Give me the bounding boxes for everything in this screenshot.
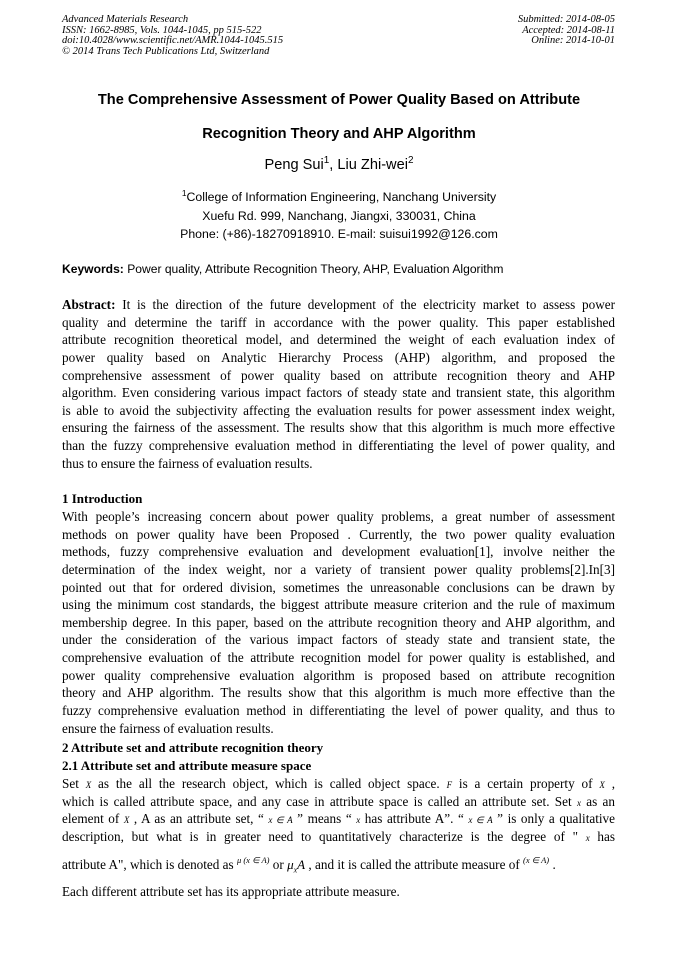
section-1-heading: 1 Introduction <box>62 491 143 506</box>
copyright-line: © 2014 Trans Tech Publications Ltd, Switzerland <box>62 45 270 57</box>
abstract-line: thus to ensure the fairness of evaluation results. <box>62 455 313 471</box>
intro-line: under the consideration of the various impact factors of steady state and transient state, the <box>62 632 615 648</box>
intro-line: methods, fuzzy comprehensive evaluation and development evaluation[1], involve neither the <box>62 544 615 560</box>
intro-line: power quality comprehensive evaluation algorithm is proposed based on attribute recognition <box>62 667 615 683</box>
submitted-date: Submitted: 2014-08-05 <box>517 14 615 25</box>
section-2-1-body <box>62 775 615 846</box>
affiliation <box>40 188 638 244</box>
accepted-date: Accepted: 2014-08-11 <box>522 24 615 36</box>
intro-line: methods on power quality have been Proposed . Currently, the two power quality evaluation <box>62 526 615 542</box>
math-symbol: X <box>123 815 130 826</box>
body-line: element of X , A as an attribute set, “ x ∈ A ” means “ x has attribute A”. “ x ∈ A ” is only a qualitative <box>62 811 616 827</box>
author-separator: , <box>329 157 338 173</box>
intro-line: ensure the fairness of evaluation results. <box>62 720 274 736</box>
author-2-affil-sup: 2 <box>407 155 414 167</box>
issn-line: ISSN: 1662-8985, Vols. 1044-1045, pp 515-522 <box>62 24 262 36</box>
submission-dates <box>518 15 615 47</box>
abstract-line: is able to avoid the subjectivity affecting the evaluation results for power assessment index weight, <box>62 402 615 418</box>
introduction-body <box>62 508 615 737</box>
author-2: Liu Zhi-wei <box>337 157 408 173</box>
intro-line: determination of the index weight, nor a variety of transient power quality problems[2].In[3] <box>62 561 615 577</box>
intro-line: With people’s increasing concern about power quality problems, a great number of assessment <box>62 509 615 524</box>
abstract-line: comprehensive assessment of power quality based on attribute recognition theory and AHP <box>62 367 615 383</box>
math-symbol: X <box>85 780 92 790</box>
section-2-heading: 2 Attribute set and attribute recognition theory <box>62 740 324 755</box>
math-symbol: X <box>599 780 605 790</box>
abstract-line: quality and determine the tariff in accordance with the power quality. This paper established <box>62 314 615 330</box>
mu-subscript: x <box>293 865 298 875</box>
math-expression: (x ∈ A) <box>523 855 550 865</box>
body-line: which is called attribute space, and any case in attribute space is called an attribute set. Set x as an <box>62 793 615 809</box>
abstract-label: Abstract: <box>62 297 116 312</box>
intro-line: pointed out that for ordered division, sometimes the unreasonable conclusions can be drawn by <box>62 579 615 595</box>
author-list <box>40 156 638 174</box>
abstract-line: ensuring the fairness of the assessment. The results show that this algorithm is much more effective <box>62 420 615 436</box>
mu-symbol: μ <box>287 857 294 872</box>
abstract-line: power quality based on Analytic Hierarchy Process (AHP) algorithm, and proposed the <box>62 349 615 365</box>
math-expression: x ∈ A <box>268 815 293 826</box>
keywords-label: Keywords: <box>62 262 124 276</box>
intro-line: using the minimum cost standards, the biggest attribute measure criterion and the rule of maximum <box>62 597 615 613</box>
paper-title-line-1: The Comprehensive Assessment of Power Quality Based on Attribute <box>97 92 581 108</box>
affil-line-3: Phone: (+86)-18270918910. E-mail: suisui1992@126.com <box>180 227 498 242</box>
math-symbol: F <box>446 780 453 790</box>
intro-line: fuzzy comprehensive evaluation method in differentiating the level of power quality, and thus to <box>62 703 615 719</box>
body-line: description, but what is in greater need to quantitatively characterize is the degree of " x has <box>62 828 615 844</box>
affil-line-1: College of Information Engineering, Nanchang University <box>186 190 497 204</box>
keywords-text: Power quality, Attribute Recognition Theory, AHP, Evaluation Algorithm <box>123 262 504 276</box>
abstract-line: than the fuzzy comprehensive evaluation method in differentiating the level of power quality, and <box>62 438 615 454</box>
online-date: Online: 2014-10-01 <box>531 35 615 47</box>
abstract-line: Abstract: It is the direction of the future development of the electricity market to assess power <box>62 297 615 312</box>
affil-line-2: Xuefu Rd. 999, Nanchang, Jiangxi, 330031, China <box>202 208 476 223</box>
author-1: Peng Sui <box>264 157 324 173</box>
body-line-measure: attribute A", which is denoted as $^{\mu (x \in A)}$ or $\mu_xA$ , and it is called the attribute measure of $^{(x \in A)}$ . <box>62 855 556 875</box>
math-expression: μ (x ∈ A) <box>236 855 270 865</box>
body-line: Set X as the all the research object, which is called object space. F is a certain property of X , <box>62 776 616 791</box>
journal-name: Advanced Materials Research <box>62 14 189 25</box>
body-line-final: Each different attribute set has its appropriate attribute measure. <box>62 884 400 899</box>
intro-line: theory and AHP algorithm. The results show that this algorithm is much more effective than the <box>62 685 615 701</box>
abstract <box>62 296 615 472</box>
abstract-line: algorithm. Even considering various impact factors of steady state and transient state, this algorithm <box>62 385 615 401</box>
intro-line: comprehensive evaluation of the attribute recognition model for power quality is established, and <box>62 650 615 666</box>
mu-argument: A <box>297 857 306 872</box>
keywords <box>62 261 622 277</box>
affil-sup: 1 <box>181 187 187 198</box>
math-symbol: x <box>356 815 361 826</box>
section-2-1-heading: 2.1 Attribute set and attribute measure space <box>62 758 312 773</box>
math-symbol: x <box>585 832 590 843</box>
abstract-line: attribute recognition theoretical model, and determined the weight of each evaluation index of <box>62 332 615 348</box>
math-symbol: x <box>576 797 581 808</box>
intro-line: membership degree. In this paper, based on the attribute recognition theory and AHP algorithm, and <box>62 614 615 630</box>
doi-line: doi:10.4028/www.scientific.net/AMR.1044-1045.515 <box>62 35 284 47</box>
journal-info <box>62 15 283 57</box>
math-expression: x ∈ A <box>468 815 493 826</box>
paper-title-line-2: Recognition Theory and AHP Algorithm <box>202 126 476 142</box>
author-1-affil-sup: 1 <box>323 155 330 167</box>
